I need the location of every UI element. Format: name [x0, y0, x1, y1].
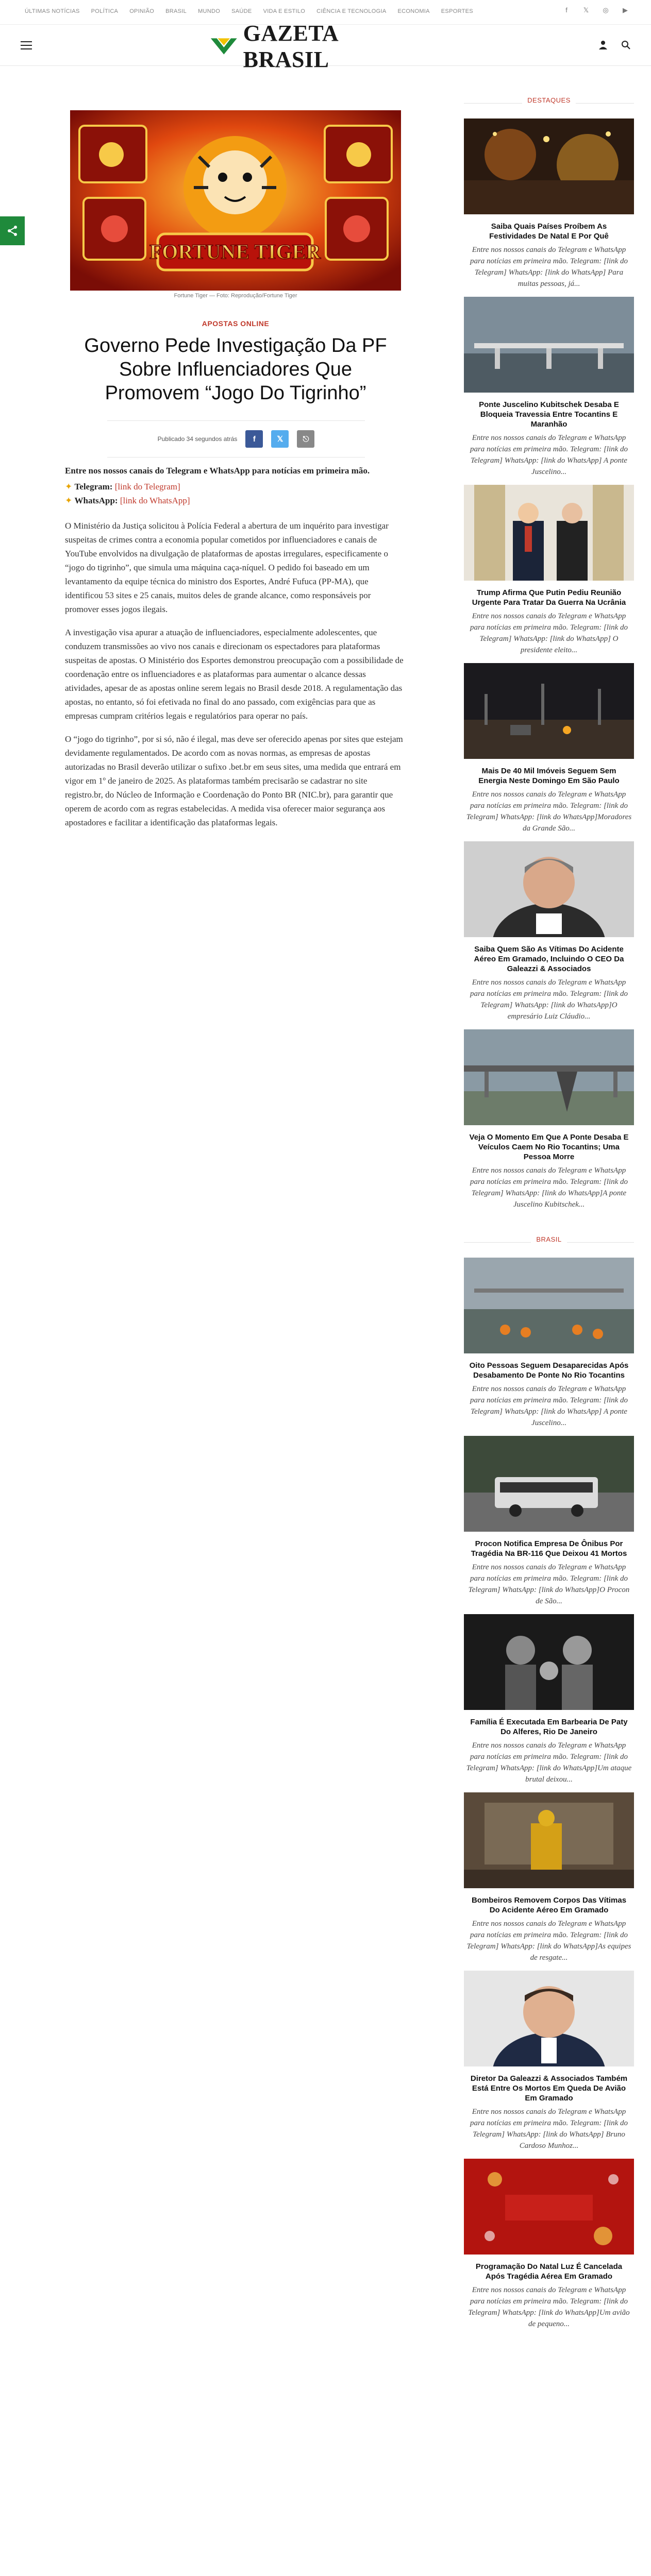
nav-item-brasil[interactable]: BRASIL — [165, 8, 187, 14]
card-thumbnail — [464, 297, 634, 393]
whatsapp-label: WhatsApp: — [74, 496, 118, 505]
sidebar-card[interactable] — [464, 485, 634, 656]
image-caption: Fortune Tiger — Foto: Reprodução/Fortune Tiger — [174, 293, 297, 299]
article-title: Governo Pede Investigação Da PF Sobre Influenciadores Que Promovem “Jogo Do Tigrinho” — [84, 335, 387, 404]
card-excerpt: Entre nos nossos canais do Telegram e WhatsApp para notícias em primeira mão. Telegram: [link do Telegram] WhatsApp: [link do WhatsApp] O presidente eleito... — [470, 612, 628, 654]
nav-item-politica[interactable]: POLÍTICA — [91, 8, 119, 14]
card-title[interactable]: Saiba Quais Países Proíbem As Festividades De Natal E Por Quê — [489, 222, 609, 241]
sidebar-card[interactable] — [464, 663, 634, 834]
article-lead: Entre nos nossos canais do Telegram e WhatsApp para notícias em primeira mão. — [65, 466, 370, 476]
brazil-flag-logo-icon — [209, 36, 239, 57]
card-title[interactable]: Bombeiros Removem Corpos Das Vítimas Do Acidente Aéreo Em Gramado — [471, 1896, 627, 1914]
sidebar-card[interactable] — [464, 1258, 634, 1429]
card-title[interactable]: Oito Pessoas Seguem Desaparecidas Após Desabamento De Ponte No Rio Tocantins — [469, 1361, 629, 1380]
article-meta — [107, 420, 365, 457]
nav-item-economia[interactable]: ECONOMIA — [397, 8, 430, 14]
facebook-icon[interactable]: f — [565, 6, 567, 14]
card-thumbnail — [464, 1792, 634, 1888]
sidebar-card[interactable] — [464, 297, 634, 478]
article-hero-image — [70, 110, 401, 291]
sidebar-card[interactable] — [464, 1614, 634, 1785]
card-thumbnail — [464, 663, 634, 759]
card-thumbnail — [464, 118, 634, 214]
sidebar-card[interactable] — [464, 2159, 634, 2330]
card-excerpt: Entre nos nossos canais do Telegram e WhatsApp para notícias em primeira mão. Telegram: [link do Telegram] WhatsApp: [link do WhatsApp] Bruno Cardoso Munhoz... — [470, 2108, 628, 2150]
site-logo[interactable] — [209, 21, 425, 72]
card-thumbnail — [464, 485, 634, 581]
youtube-icon[interactable]: ▶ — [623, 6, 628, 14]
card-thumbnail — [464, 1971, 634, 2066]
card-excerpt: Entre nos nossos canais do Telegram e WhatsApp para notícias em primeira mão. Telegram: [link do Telegram] WhatsApp: [link do WhatsApp]O empresário Luiz Cláudio... — [470, 978, 628, 1021]
share-facebook-button[interactable]: f — [245, 430, 263, 448]
card-title[interactable]: Programação Do Natal Luz É Cancelada Após Tragédia Aérea Em Gramado — [475, 2262, 623, 2281]
card-thumbnail — [464, 841, 634, 937]
search-icon[interactable] — [621, 40, 630, 49]
card-thumbnail — [464, 1614, 634, 1710]
article-body — [65, 464, 405, 839]
card-title[interactable]: Trump Afirma Que Putin Pediu Reunião Urgente Para Tratar Da Guerra Na Ucrânia — [472, 588, 626, 607]
card-excerpt: Entre nos nossos canais do Telegram e WhatsApp para notícias em primeira mão. Telegram: [link do Telegram] WhatsApp: [link do WhatsApp]O Procon de São... — [468, 1563, 630, 1605]
nav-item-ultimas-noticias[interactable]: ÚLTIMAS NOTÍCIAS — [25, 8, 80, 14]
card-excerpt: Entre nos nossos canais do Telegram e WhatsApp para notícias em primeira mão. Telegram: [link do Telegram] WhatsApp: [link do WhatsApp]Um avião de pequeno... — [468, 2286, 630, 2328]
card-excerpt: Entre nos nossos canais do Telegram e WhatsApp para notícias em primeira mão. Telegram: [link do Telegram] WhatsApp: [link do WhatsApp] Para muitas pessoas, já... — [470, 246, 628, 288]
sidebar-card[interactable] — [464, 841, 634, 1022]
article-paragraph: A investigação visa apurar a atuação de influenciadores, especialmente adolescentes, que conduzem transmissões ao vivo nos canais e direcionam os espectadores para plataformas suspeitas de apostas. O Ministério dos Esportes demonstrou preocupação com a possibilidade de coordenação entre os influenciadores e as plataformas para aumentar o alcance dessas atividades, apesar de as apostas online serem legais no Brasil desde 2018. A regulamentação das apostas, no entanto, só foi efetivada no final do ano passado, com exigências para que as empresas cumpram critérios legais e regulatórios para operar no país. — [65, 628, 404, 721]
top-navigation — [25, 8, 473, 14]
share-x-button[interactable]: 𝕏 — [271, 430, 289, 448]
card-title[interactable]: Veja O Momento Em Que A Ponte Desaba E Veículos Caem No Rio Tocantins; Uma Pessoa Morre — [469, 1133, 629, 1161]
card-title[interactable]: Família É Executada Em Barbearia De Paty Do Alferes, Rio De Janeiro — [470, 1718, 628, 1736]
card-thumbnail — [464, 2159, 634, 2255]
card-excerpt: Entre nos nossos canais do Telegram e WhatsApp para notícias em primeira mão. Telegram: [link do Telegram] WhatsApp: [link do WhatsApp]Moradores da Grande São... — [466, 790, 632, 833]
nav-item-saude[interactable]: SAÚDE — [231, 8, 252, 14]
pin-icon: ✦ — [65, 496, 73, 505]
card-title[interactable]: Ponte Juscelino Kubitschek Desaba E Bloqueia Travessia Entre Tocantins E Maranhão — [479, 400, 619, 429]
hero-image-text: FORTUNE TIGER — [149, 240, 321, 263]
card-thumbnail — [464, 1029, 634, 1125]
pin-icon: ✦ — [65, 482, 73, 492]
hamburger-menu-icon[interactable] — [21, 41, 32, 49]
nav-item-mundo[interactable]: MUNDO — [198, 8, 221, 14]
share-icon — [7, 225, 18, 236]
sidebar — [464, 96, 634, 2330]
telegram-link[interactable]: [link do Telegram] — [114, 482, 180, 492]
card-excerpt: Entre nos nossos canais do Telegram e WhatsApp para notícias em primeira mão. Telegram: [link do Telegram] WhatsApp: [link do WhatsApp]A ponte Juscelino Kubitschek... — [470, 1166, 628, 1209]
share-more-button[interactable]: ⎋ — [297, 430, 314, 448]
card-excerpt: Entre nos nossos canais do Telegram e WhatsApp para notícias em primeira mão. Telegram: [link do Telegram] WhatsApp: [link do WhatsApp]Um ataque brutal deixou... — [466, 1741, 632, 1784]
telegram-label: Telegram: — [74, 482, 113, 492]
x-twitter-icon[interactable]: 𝕏 — [583, 6, 589, 14]
destaques-heading: DESTAQUES — [464, 96, 634, 111]
user-icon[interactable] — [598, 40, 608, 49]
header-actions — [598, 40, 630, 49]
nav-item-opiniao[interactable]: OPINIÃO — [129, 8, 155, 14]
card-excerpt: Entre nos nossos canais do Telegram e WhatsApp para notícias em primeira mão. Telegram: [link do Telegram] WhatsApp: [link do WhatsApp]As equipes de resgate... — [466, 1920, 631, 1962]
sidebar-card[interactable] — [464, 1971, 634, 2151]
floating-share-button[interactable] — [0, 216, 25, 245]
sidebar-card[interactable] — [464, 1029, 634, 1210]
article-category[interactable]: APOSTAS ONLINE — [202, 319, 270, 328]
card-title[interactable]: Mais De 40 Mil Imóveis Seguem Sem Energia Neste Domingo Em São Paulo — [478, 767, 620, 785]
article-paragraph: O “jogo do tigrinho”, por si só, não é ilegal, mas deve ser oferecido apenas por sites que estejam devidamente regulamentados. De acordo com as novas normas, as empresas de apostas autorizadas no Brasil deverão utilizar o sufixo .bet.br em seus sites, uma medida que entrará em vigor em 1º de janeiro de 2025. As plataformas também precisarão se cadastrar no site registro.br, do Núcleo de Informação e Coordenação do Ponto BR (NIC.br), para garantir que operem de acordo com as regras estabelecidas. A medida visa oferecer maior segurança aos apostadores e facilitar a identificação das plataformas legais. — [65, 734, 403, 827]
card-title[interactable]: Procon Notifica Empresa De Ônibus Por Tragédia Na BR-116 Que Deixou 41 Mortos — [471, 1539, 627, 1558]
published-time: Publicado 34 segundos atrás — [157, 435, 238, 443]
sidebar-card[interactable] — [464, 118, 634, 290]
card-excerpt: Entre nos nossos canais do Telegram e WhatsApp para notícias em primeira mão. Telegram: [link do Telegram] WhatsApp: [link do WhatsApp] A ponte Juscelino... — [470, 434, 628, 476]
brasil-heading: BRASIL — [464, 1235, 634, 1250]
sidebar-card[interactable] — [464, 1436, 634, 1607]
card-thumbnail — [464, 1436, 634, 1532]
site-logo-text: GAZETA BRASIL — [243, 21, 338, 72]
nav-item-esportes[interactable]: ESPORTES — [441, 8, 473, 14]
nav-item-ciencia-e-tecnologia[interactable]: CIÊNCIA E TECNOLOGIA — [316, 8, 387, 14]
telegram-line — [65, 480, 405, 494]
card-title[interactable]: Diretor Da Galeazzi & Associados Também Está Entre Os Mortos Em Queda De Avião Em Gramado — [470, 2074, 628, 2103]
nav-item-vida-e-estilo[interactable]: VIDA E ESTILO — [263, 8, 306, 14]
card-title[interactable]: Saiba Quem São As Vítimas Do Acidente Aéreo Em Gramado, Incluindo O CEO Da Galeazzi & Associados — [474, 945, 624, 973]
whatsapp-line — [65, 494, 405, 507]
sidebar-card[interactable] — [464, 1792, 634, 1963]
whatsapp-link[interactable]: [link do WhatsApp] — [120, 496, 190, 505]
top-social-links — [561, 6, 630, 14]
article-paragraph: O Ministério da Justiça solicitou à Polícia Federal a abertura de um inquérito para investigar suspeitas de crimes contra a economia popular cometidos por influenciadores e canais de YouTube envolvidos na divulgação de plataformas de apostas irregulares, especificamente o “jogo do tigrinho”, que simula uma máquina caça-níquel. O pedido foi baseado em um levantamento da equipe técnica do ministro dos Esportes, André Fufuca (PP-MA), que identificou 53 sites e 25 canais, muitos deles de grande alcance, como responsáveis por promover esses jogos ilegais. — [65, 521, 389, 614]
site-header — [0, 21, 651, 72]
card-thumbnail — [464, 1258, 634, 1353]
card-excerpt: Entre nos nossos canais do Telegram e WhatsApp para notícias em primeira mão. Telegram: [link do Telegram] WhatsApp: [link do WhatsApp] A ponte Juscelino... — [470, 1385, 628, 1427]
instagram-icon[interactable]: ◎ — [603, 6, 609, 14]
